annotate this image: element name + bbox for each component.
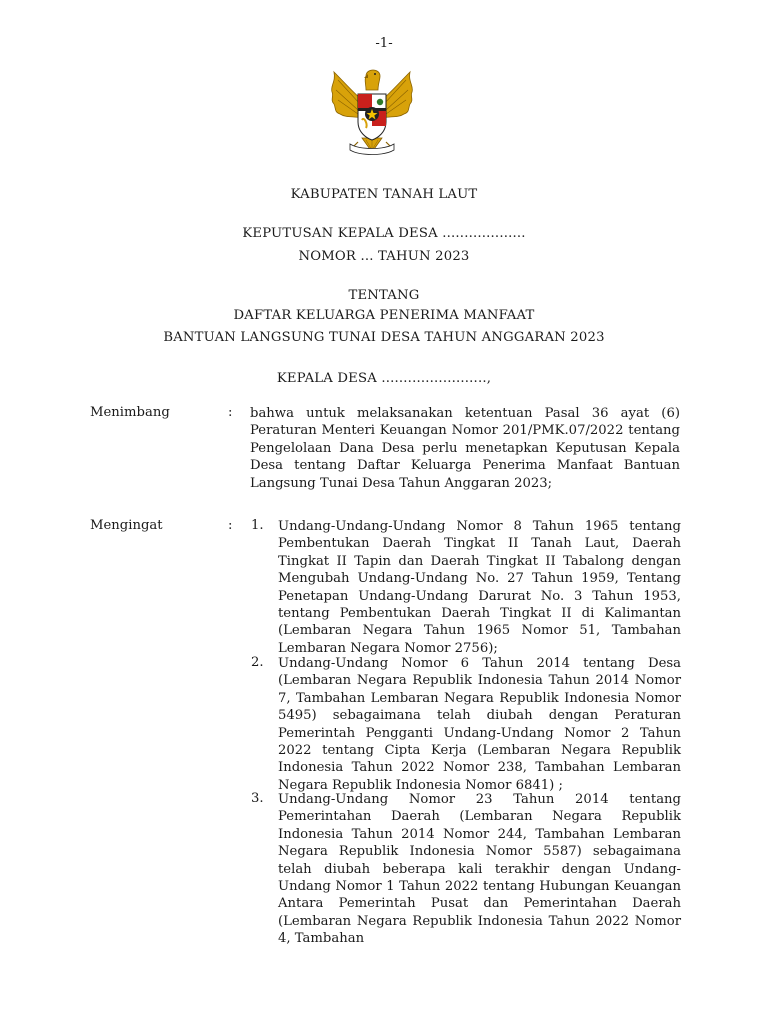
mengingat-label: Mengingat	[90, 518, 163, 533]
decree-title: KEPUTUSAN KEPALA DESA ...................	[242, 226, 526, 241]
mengingat-item-number: 1.	[251, 518, 264, 533]
decree-number: NOMOR ... TAHUN 2023	[298, 249, 470, 264]
subject-line-2: BANTUAN LANGSUNG TUNAI DESA TAHUN ANGGARAN 2023	[163, 330, 605, 345]
mengingat-item-text: Undang-Undang Nomor 6 Tahun 2014 tentang Desa (Lembaran Negara Republik Indonesia Tahun 2014 Nomor 7, Tambahan Lembaran Negara Republik Indonesia Nomor 5495) sebagaimana telah diubah dengan Peraturan Pemerintah Pengganti Undang-Undang Nomor 2 Tahun 2022 tentang Cipta Kerja (Lembaran Negara Republik Indonesia Tahun 2022 Nomor 238, Tambahan Lembaran Negara Republik Indonesia Nomor 6841) ;	[278, 656, 681, 793]
mengingat-item-text: Undang-Undang-Undang Nomor 8 Tahun 1965 tentang Pembentukan Daerah Tingkat II Tanah Laut, Daerah Tingkat II Tapin dan Daerah Tingkat II Tabalong dengan Mengubah Undang-Undang No. 27 Tahun 1959, Tentang Penetapan Undang-Undang Darurat No. 3 Tahun 1953, tentang Pembentukan Daerah Tingkat II di Kalimantan (Lembaran Negara Tahun 1965 Nomor 51, Tambahan Lembaran Negara Nomor 2756);	[278, 519, 681, 656]
mengingat-item-number: 2.	[251, 655, 264, 670]
regency-name: KABUPATEN TANAH LAUT	[290, 187, 478, 202]
mengingat-item-number: 3.	[251, 791, 264, 806]
menimbang-label: Menimbang	[90, 405, 170, 420]
garuda-emblem-icon	[324, 62, 420, 158]
mengingat-colon: :	[228, 518, 233, 533]
menimbang-colon: :	[228, 405, 233, 420]
mengingat-item-text: Undang-Undang Nomor 23 Tahun 2014 tentang Pemerintahan Daerah (Lembaran Negara Republik Indonesia Tahun 2014 Nomor 244, Tambahan Lembaran Negara Republik Indonesia Nomor 5587) sebagaimana telah diubah beberapa kali terakhir dengan Undang-Undang Nomor 1 Tahun 2022 tentang Hubungan Keuangan Antara Pemerintah Pusat dan Pemerintahan Daerah (Lembaran Negara Republik Indonesia Tahun 2022 Nomor 4, Tambahan	[278, 792, 681, 947]
head-of-village: KEPALA DESA ........................,	[276, 371, 492, 386]
subject-line-1: DAFTAR KELUARGA PENERIMA MANFAAT	[233, 308, 535, 323]
page-number: -1-	[375, 36, 393, 51]
about-label: TENTANG	[348, 288, 420, 303]
menimbang-text: bahwa untuk melaksanakan ketentuan Pasal 36 ayat (6) Peraturan Menteri Keuangan Nomor 201/PMK.07/2022 tentang Pengelolaan Dana Desa perlu menetapkan Keputusan Kepala Desa tentang Daftar Keluarga Penerima Manfaat Bantuan Langsung Tunai Desa Tahun Anggaran 2023;	[250, 406, 680, 491]
